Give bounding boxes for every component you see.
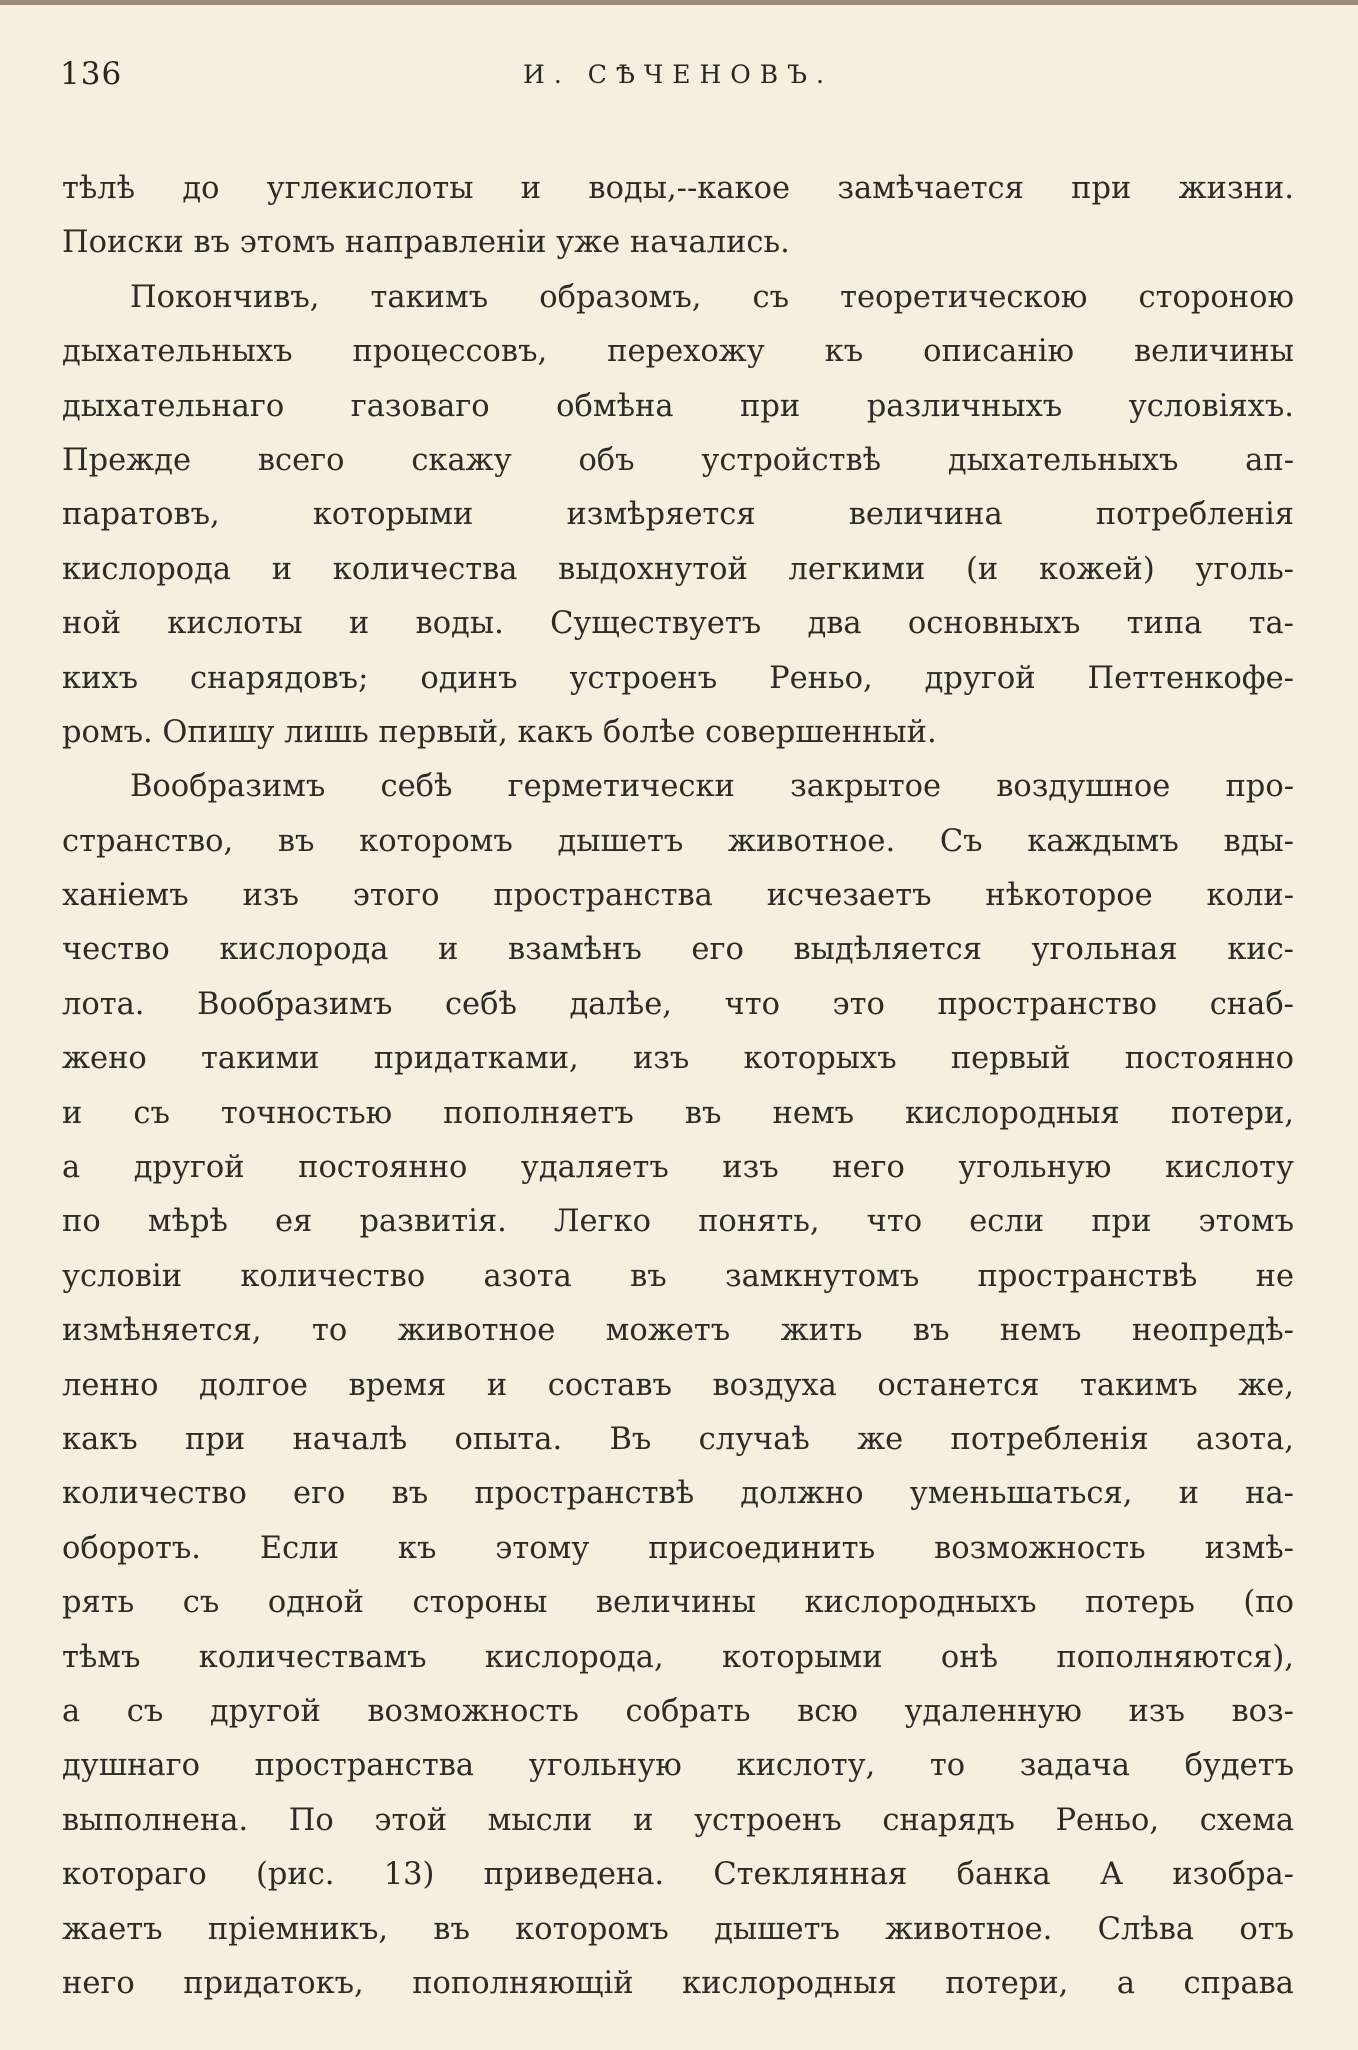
text-line: ленно долгое время и составъ воздуха останется такимъ же, [62,1367,1294,1403]
text-line: дыхательныхъ процессовъ, перехожу къ описанію величины [62,334,1294,370]
text-line: рять съ одной стороны величины кислородныхъ потерь (по [62,1585,1294,1621]
page-number: 136 [60,56,123,92]
text-line: кислорода и количества выдохнутой легкими (и кожей) уголь- [62,551,1294,587]
text-line: Поиски въ этомъ направленіи уже начались. [62,225,790,261]
text-line: по мѣрѣ ея развитія. Легко понять, что если при этомъ [62,1204,1294,1240]
text-line: а другой постоянно удаляетъ изъ него угольную кислоту [62,1150,1294,1186]
text-line: дыхательнаго газоваго обмѣна при различныхъ условіяхъ. [62,388,1294,424]
text-line: а съ другой возможность собрать всю удаленную изъ воз- [62,1693,1294,1729]
text-line: ромъ. Опишу лишь первый, какъ болѣе совершенный. [62,714,937,750]
text-line: измѣняется, то животное можетъ жить въ немъ неопредѣ- [62,1313,1294,1349]
text-line: Вообразимъ себѣ герметически закрытое воздушное про- [130,769,1294,805]
text-line: ной кислоты и воды. Существуетъ два основныхъ типа та- [62,606,1294,642]
text-line: чество кислорода и взамѣнъ его выдѣляется угольная кис- [62,932,1294,968]
text-line: какъ при началѣ опыта. Въ случаѣ же потребленія азота, [62,1421,1294,1457]
text-line: лота. Вообразимъ себѣ далѣе, что это пространство снаб- [62,986,1294,1022]
text-line: жено такими придатками, изъ которыхъ первый постоянно [62,1041,1294,1077]
text-line: странство, въ которомъ дышетъ животное. Съ каждымъ вды- [62,823,1294,859]
text-line: оборотъ. Если къ этому присоединить возможность измѣ- [62,1530,1294,1566]
text-line: количество его въ пространствѣ должно уменьшаться, и на- [62,1476,1294,1512]
text-line: и съ точностью пополняетъ въ немъ кислородныя потери, [62,1095,1294,1131]
text-line: выполнена. По этой мысли и устроенъ снарядъ Реньо, схема [62,1802,1294,1838]
text-line: Покончивъ, такимъ образомъ, съ теоретическою стороною [130,279,1294,315]
text-line: котораго (рис. 13) приведена. Стеклянная банка А изобра- [62,1857,1294,1893]
text-line: тѣмъ количествамъ кислорода, которыми онѣ пополняются), [62,1639,1294,1675]
text-line: условіи количество азота въ замкнутомъ пространствѣ не [62,1258,1294,1294]
text-line: жаетъ пріемникъ, въ которомъ дышетъ животное. Слѣва отъ [62,1911,1294,1947]
page-header [60,56,1296,106]
page-top-edge [0,0,1358,5]
text-line: паратовъ, которыми измѣряется величина потребленія [62,497,1294,533]
text-line: ханіемъ изъ этого пространства исчезаетъ нѣкоторое коли- [62,878,1294,914]
body-text [62,162,1294,2011]
text-line: душнаго пространства угольную кислоту, то задача будетъ [62,1748,1294,1784]
running-head: И. СѢЧЕНОВЪ. [523,60,833,89]
text-line: него придатокъ, пополняющій кислородныя потери, а справа [62,1965,1294,2001]
text-line: Прежде всего скажу объ устройствѣ дыхательныхъ ап- [62,442,1294,478]
text-line: тѣлѣ до углекислоты и воды,--какое замѣчается при жизни. [62,171,1294,206]
text-line: кихъ снарядовъ; одинъ устроенъ Реньо, другой Петтенкофе- [62,660,1294,696]
